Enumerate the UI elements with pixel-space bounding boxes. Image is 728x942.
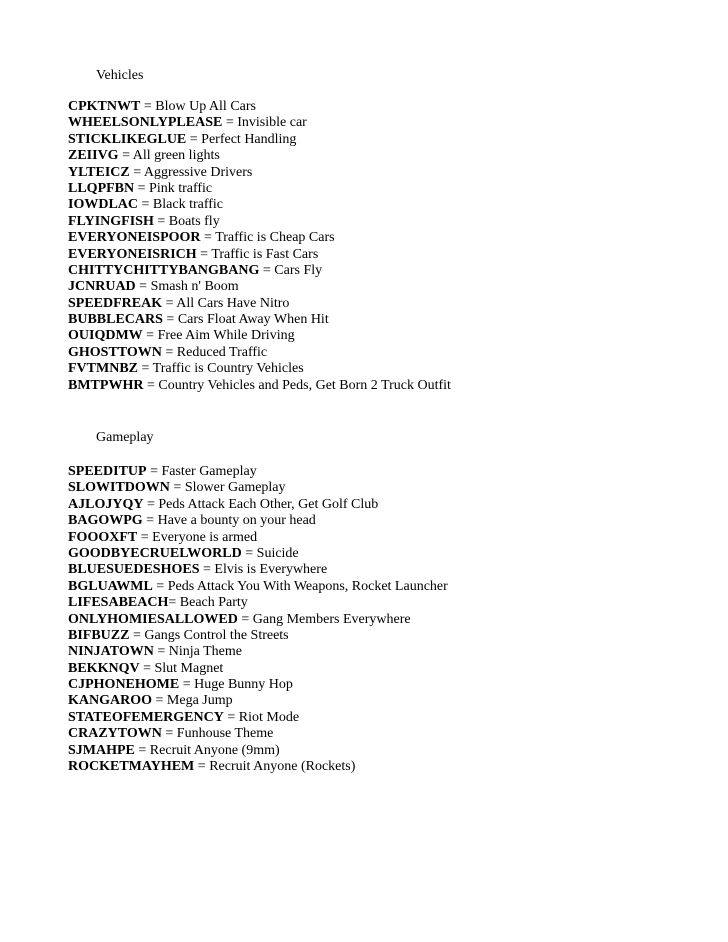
cheat-code: AJLOJYQY	[68, 496, 144, 512]
cheat-separator: =	[162, 295, 177, 311]
cheat-effect: All green lights	[132, 148, 220, 164]
cheat-separator: =	[223, 709, 239, 725]
cheat-entry	[68, 247, 451, 263]
cheat-code: SPEEDFREAK	[68, 295, 163, 311]
cheat-entry	[68, 132, 451, 148]
cheat-effect: Funhouse Theme	[176, 726, 274, 742]
cheat-entry	[68, 378, 451, 394]
cheat-entry	[68, 661, 448, 677]
cheat-code: SPEEDITUP	[68, 464, 147, 479]
cheat-entry	[68, 693, 448, 709]
cheat-effect: Reduced Traffic	[176, 344, 268, 360]
cheat-separator: =	[186, 131, 202, 147]
cheat-entry	[68, 263, 451, 279]
cheat-separator: =	[199, 562, 215, 578]
cheat-entry	[68, 165, 451, 181]
cheat-effect: Elvis is Everywhere	[214, 562, 328, 578]
cheat-effect: Traffic is Fast Cars	[211, 246, 319, 262]
cheat-effect: Peds Attack You With Weapons, Rocket Launcher	[167, 578, 448, 594]
cheat-code: CPKTNWT	[68, 99, 141, 114]
cheat-entry	[68, 612, 448, 628]
cheat-entry	[68, 726, 448, 742]
cheat-effect: Traffic is Country Vehicles	[152, 361, 304, 377]
cheat-code: SJMAHPE	[68, 742, 135, 758]
cheat-code: BUBBLECARS	[68, 312, 163, 328]
cheat-entry	[68, 546, 448, 562]
cheat-code: BLUESUEDESHOES	[68, 562, 200, 578]
cheat-code: IOWDLAC	[68, 197, 139, 213]
cheat-separator: =	[137, 529, 153, 545]
cheat-code: CHITTYCHITTYBANGBANG	[68, 262, 260, 278]
cheat-code: NINJATOWN	[68, 644, 154, 660]
cheat-separator: =	[139, 660, 155, 676]
cheat-code: FOOOXFT	[68, 529, 138, 545]
cheat-entry	[68, 677, 448, 693]
cheat-code: SLOWITDOWN	[68, 480, 170, 496]
cheat-separator: =	[153, 644, 169, 660]
cheat-code: ONLYHOMIESALLOWED	[68, 611, 238, 627]
cheat-separator: =	[146, 464, 162, 479]
cheat-entry	[68, 595, 448, 611]
cheat-separator: =	[152, 578, 168, 594]
cheat-effect: Ninja Theme	[168, 644, 242, 660]
cheat-code: BGLUAWML	[68, 578, 153, 594]
cheat-effect: Have a bounty on your head	[157, 513, 316, 529]
cheat-entry	[68, 296, 451, 312]
cheat-code: BEKKNQV	[68, 660, 140, 676]
cheat-effect: Recruit Anyone (Rockets)	[209, 759, 356, 775]
cheat-effect: Suicide	[256, 545, 299, 561]
cheat-code: ROCKETMAYHEM	[68, 759, 195, 775]
cheat-separator: =	[143, 377, 159, 393]
cheat-code: STATEOFEMERGENCY	[68, 709, 224, 725]
cheat-code: CRAZYTOWN	[68, 726, 162, 742]
cheat-separator: =	[168, 595, 180, 611]
cheat-code: BIFBUZZ	[68, 627, 130, 643]
cheat-separator: =	[134, 742, 150, 758]
cheat-separator: =	[142, 513, 158, 529]
cheat-code: LIFESABEACH	[68, 595, 169, 611]
cheat-separator: =	[135, 279, 151, 295]
cheat-entry	[68, 279, 451, 295]
cheat-code: GHOSTTOWN	[68, 344, 162, 360]
cheat-entry	[68, 312, 451, 328]
cheat-entry	[68, 480, 448, 496]
cheat-effect: Slut Magnet	[154, 660, 224, 676]
cheat-separator: =	[138, 197, 153, 213]
cheat-effect: Riot Mode	[238, 709, 300, 725]
cheat-effect: Pink traffic	[149, 180, 213, 196]
cheat-entry	[68, 197, 451, 213]
cheat-entry	[68, 214, 451, 230]
cheat-entry	[68, 328, 451, 344]
cheat-code: JCNRUAD	[68, 279, 136, 295]
cheat-code: STICKLIKEGLUE	[68, 131, 187, 147]
cheat-entry	[68, 562, 448, 578]
cheat-effect: Smash n' Boom	[150, 279, 239, 295]
cheat-separator: =	[241, 545, 257, 561]
cheat-effect: Recruit Anyone (9mm)	[149, 742, 280, 758]
cheat-effect: Gangs Control the Streets	[144, 627, 289, 643]
cheat-separator: =	[118, 148, 133, 164]
cheat-effect: Traffic is Cheap Cars	[215, 230, 335, 246]
cheat-entry	[68, 644, 448, 660]
cheat-effect: Huge Bunny Hop	[194, 677, 293, 693]
gameplay-heading: Gameplay	[96, 430, 154, 445]
cheat-entry	[68, 759, 448, 775]
cheat-separator: =	[259, 262, 275, 278]
cheat-separator: =	[179, 677, 195, 693]
cheat-separator: =	[196, 246, 212, 262]
cheat-separator: =	[162, 312, 178, 328]
cheat-separator: =	[138, 361, 153, 377]
cheat-entry	[68, 628, 448, 644]
cheat-separator: =	[134, 180, 150, 196]
cheat-code: OUIQDMW	[68, 328, 143, 344]
cheat-entry	[68, 345, 451, 361]
cheat-entry	[68, 361, 451, 377]
cheat-code: YLTEICZ	[68, 164, 130, 180]
cheat-effect: Black traffic	[152, 197, 224, 213]
cheat-effect: Aggressive Drivers	[143, 164, 253, 180]
cheat-code: LLQPFBN	[68, 180, 135, 196]
cheat-separator: =	[129, 164, 144, 180]
cheat-separator: =	[129, 627, 145, 643]
cheat-effect: Blow Up All Cars	[155, 99, 256, 114]
cheat-code: BMTPWHR	[68, 377, 144, 393]
cheat-effect: Beach Party	[179, 595, 248, 611]
cheat-effect: Free Aim While Driving	[157, 328, 295, 344]
cheat-separator: =	[152, 693, 167, 709]
cheat-effect: Peds Attack Each Other, Get Golf Club	[158, 496, 379, 512]
cheat-code: WHEELSONLYPLEASE	[68, 115, 223, 131]
cheat-entry	[68, 181, 451, 197]
cheat-separator: =	[169, 480, 185, 496]
cheat-effect: Everyone is armed	[152, 529, 258, 545]
vehicles-cheat-list	[68, 99, 451, 394]
cheat-code: EVERYONEISPOOR	[68, 230, 201, 246]
cheat-effect: All Cars Have Nitro	[176, 295, 290, 311]
cheat-effect: Boats fly	[168, 213, 220, 229]
cheat-entry	[68, 710, 448, 726]
cheat-separator: =	[237, 611, 253, 627]
cheat-code: FLYINGFISH	[68, 213, 154, 229]
cheat-entry	[68, 579, 448, 595]
cheat-effect: Faster Gameplay	[161, 464, 257, 479]
cheat-code: BAGOWPG	[68, 513, 143, 529]
cheat-entry	[68, 513, 448, 529]
cheat-separator: =	[200, 230, 216, 246]
cheat-separator: =	[222, 115, 238, 131]
cheat-entry	[68, 743, 448, 759]
cheat-separator: =	[153, 213, 169, 229]
cheat-separator: =	[143, 496, 159, 512]
cheat-code: GOODBYECRUELWORLD	[68, 545, 242, 561]
cheat-entry	[68, 497, 448, 513]
cheat-entry	[68, 230, 451, 246]
cheat-separator: =	[161, 726, 177, 742]
gameplay-cheat-list	[68, 464, 448, 775]
cheat-separator: =	[161, 344, 177, 360]
cheat-separator: =	[194, 759, 210, 775]
vehicles-heading: Vehicles	[96, 68, 144, 83]
cheat-entry	[68, 148, 451, 164]
cheat-effect: Perfect Handling	[201, 131, 297, 147]
cheat-entry	[68, 530, 448, 546]
cheat-effect: Mega Jump	[166, 693, 233, 709]
cheat-effect: Invisible car	[237, 115, 307, 131]
cheat-code: EVERYONEISRICH	[68, 246, 197, 262]
cheat-separator: =	[140, 99, 156, 114]
cheat-separator: =	[142, 328, 158, 344]
cheat-effect: Gang Members Everywhere	[252, 611, 411, 627]
cheat-code: KANGAROO	[68, 693, 152, 709]
cheat-entry	[68, 464, 448, 480]
cheat-effect: Cars Float Away When Hit	[177, 312, 329, 328]
cheat-effect: Slower Gameplay	[184, 480, 286, 496]
cheat-code: ZEIIVG	[68, 148, 119, 164]
cheat-entry	[68, 99, 451, 115]
cheat-code: FVTMNBZ	[68, 361, 138, 377]
cheat-code: CJPHONEHOME	[68, 677, 180, 693]
cheat-effect: Country Vehicles and Peds, Get Born 2 Truck Outfit	[158, 377, 451, 393]
cheat-effect: Cars Fly	[274, 262, 323, 278]
cheat-entry	[68, 115, 451, 131]
